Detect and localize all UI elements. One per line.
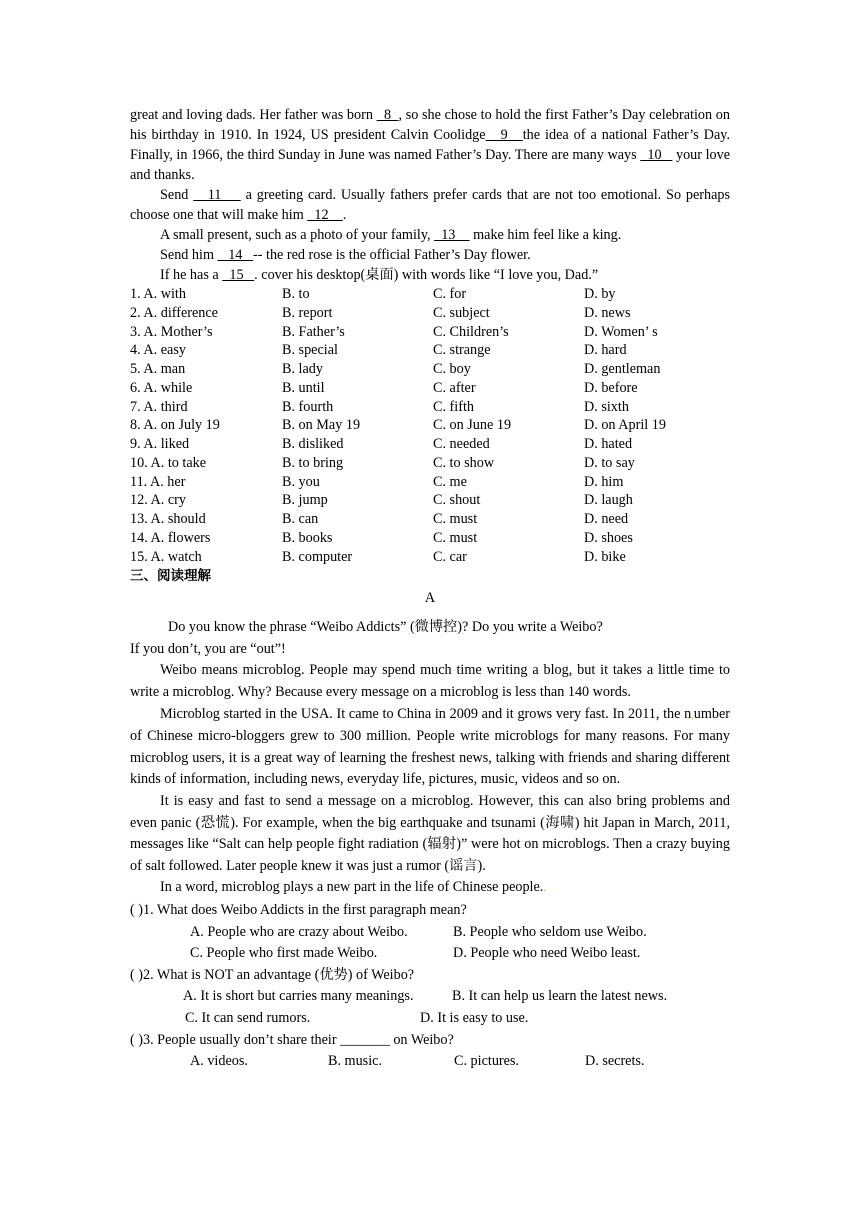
option-b: B. books	[282, 529, 333, 546]
questions	[130, 900, 730, 1073]
cloze-paragraph-1	[130, 105, 730, 185]
option-b: B. until	[282, 379, 325, 396]
text: Send him	[160, 247, 218, 263]
option-d: D. laugh	[584, 492, 633, 509]
option-b: B. on May 19	[282, 417, 361, 434]
option-a: 6. A. while	[130, 379, 193, 396]
option-row	[130, 341, 730, 360]
option-c: C. subject	[433, 304, 490, 321]
option-b: B. jump	[282, 492, 328, 509]
blank-13: 13	[434, 227, 470, 243]
option-d: D. shoes	[584, 529, 633, 546]
option-b: B. to bring	[282, 454, 344, 471]
text: , so she chose to hold the first Father’s Day celebration on his birthday in 1910. In 1924, US president Calvin Coolidge	[130, 107, 730, 143]
option-b: B. lady	[282, 361, 323, 377]
option-d: D. by	[584, 286, 616, 302]
edit-mark-icon: .	[543, 883, 546, 895]
option-d: D. to say	[584, 454, 635, 471]
text: . cover his desktop(桌面) with words like “I love you, Dad.”	[254, 267, 599, 283]
reading-paragraph	[130, 877, 730, 900]
option-row	[130, 304, 730, 323]
option-b: B. computer	[282, 548, 353, 565]
cloze-options	[130, 285, 730, 566]
option-b: B. to	[282, 286, 310, 302]
option-b: B. It can help us learn the latest news.	[452, 988, 668, 1005]
option-b: B. report	[282, 304, 333, 321]
option-d: D. Women’ s	[584, 323, 658, 340]
section-title: 三、阅读理解	[130, 568, 211, 585]
text: Send	[160, 187, 194, 203]
option-row	[130, 510, 730, 529]
option-c: C. It can send rumors.	[185, 1009, 311, 1026]
option-a: 1. A. with	[130, 286, 186, 302]
text: a greeting card. Usually fathers prefer cards that are not too emotional. So perhaps choose one that will make him	[130, 187, 730, 223]
option-row	[130, 529, 730, 548]
option-c: C. for	[433, 286, 467, 302]
reading-paragraph: Do you know the phrase “Weibo Addicts” (微博控)? Do you write a Weibo?	[168, 619, 603, 636]
option-c: C. on June 19	[433, 417, 512, 434]
question-options	[130, 922, 730, 944]
blank-14: 14	[217, 247, 254, 263]
question-options	[130, 1008, 730, 1030]
option-row	[130, 360, 730, 379]
text: .	[342, 207, 347, 223]
option-a: 7. A. third	[130, 398, 188, 415]
option-c: C. strange	[433, 342, 491, 359]
option-a: 14. A. flowers	[130, 529, 211, 546]
text: great and loving dads. Her father was born	[130, 107, 377, 123]
text: Microblog started in the USA. It came to China in 2009 and it grows very fast. In 2011, the n	[160, 705, 692, 722]
question-options	[130, 1051, 730, 1073]
question-2: ( )2. What is NOT an advantage (优势) of Weibo?	[130, 966, 415, 983]
option-d: D. before	[584, 379, 638, 396]
option-c: C. after	[433, 379, 476, 396]
option-a: 3. A. Mother’s	[130, 323, 213, 340]
option-b: B. disliked	[282, 436, 344, 452]
text: If he has a	[160, 267, 223, 283]
option-d: D. hated	[584, 436, 633, 452]
option-a: 9. A. liked	[130, 436, 190, 452]
passage-label: A	[424, 590, 436, 607]
option-d: D. bike	[584, 548, 626, 565]
option-a: 15. A. watch	[130, 548, 202, 565]
option-d: D. on April 19	[584, 417, 666, 434]
option-d: D. secrets.	[585, 1053, 645, 1070]
cloze-paragraph-3	[130, 225, 730, 245]
blank-9: 9	[485, 127, 523, 143]
text: -- the red rose is the official Father’s Day flower.	[253, 247, 531, 263]
option-b: B. music.	[328, 1053, 382, 1070]
option-d: D. need	[584, 511, 629, 527]
option-c: C. fifth	[433, 398, 474, 415]
option-a: 10. A. to take	[130, 454, 207, 471]
option-d: D. People who need Weibo least.	[453, 945, 641, 962]
option-row	[130, 379, 730, 398]
option-d: D. gentleman	[584, 361, 661, 377]
option-c: C. must	[433, 511, 478, 527]
option-b: B. can	[282, 511, 319, 527]
option-row	[130, 398, 730, 417]
option-row	[130, 416, 730, 435]
option-d: D. It is easy to use.	[420, 1009, 529, 1026]
question-options	[130, 943, 730, 965]
option-b: B. People who seldom use Weibo.	[453, 923, 647, 940]
cloze-paragraph-5	[130, 265, 730, 285]
option-b: B. special	[282, 342, 338, 359]
option-a: A. It is short but carries many meanings.	[183, 988, 414, 1005]
option-d: D. news	[584, 304, 631, 321]
blank-11: 11	[193, 187, 241, 203]
option-row	[130, 323, 730, 342]
option-c: C. me	[433, 473, 467, 490]
text: A small present, such as a photo of your family,	[160, 227, 435, 243]
reading-paragraph	[130, 704, 730, 791]
option-b: B. Father’s	[282, 323, 345, 340]
option-c: C. must	[433, 529, 478, 546]
option-a: A. People who are crazy about Weibo.	[190, 923, 408, 940]
cloze-paragraph-4	[130, 245, 730, 265]
reading-paragraph: If you don’t, you are “out”!	[130, 640, 286, 657]
text: umber of Chinese micro-bloggers grew to 300 million. People write microblogs for many reasons. For many microblog users, it is a great way of learning the freshest news, talking with friends and sharing different kinds of information, including news, everyday life, pictures, music, videos and so on.	[130, 705, 730, 788]
reading-passage	[130, 617, 730, 900]
text: make him feel like a king.	[469, 227, 622, 243]
option-d: D. him	[584, 473, 624, 490]
blank-8: 8	[376, 107, 399, 123]
option-b: B. fourth	[282, 398, 334, 415]
question-1: ( )1. What does Weibo Addicts in the first paragraph mean?	[130, 901, 467, 918]
document-page	[130, 105, 730, 1073]
option-a: 13. A. should	[130, 511, 206, 527]
text: In a word, microblog plays a new part in the life of Chinese people.	[160, 879, 544, 896]
option-row	[130, 473, 730, 492]
edit-mark-icon: ,	[691, 709, 694, 721]
blank-15: 15	[222, 267, 255, 283]
option-c: C. boy	[433, 361, 471, 377]
reading-paragraph: Weibo means microblog. People may spend much time writing a blog, but it takes a little time to write a microblog. Why? Because every message on a microblog is less than 140 words.	[130, 662, 730, 701]
text: the idea of a national Father’s Day. Finally, in 1966, the third Sunday in June was named Father’s Day. There are many ways	[130, 127, 731, 163]
option-a: 2. A. difference	[130, 304, 218, 321]
option-row	[130, 285, 730, 304]
option-row	[130, 491, 730, 510]
option-a: 5. A. man	[130, 361, 186, 377]
cloze-paragraph-2	[130, 185, 730, 225]
option-row	[130, 548, 730, 567]
option-d: D. sixth	[584, 398, 629, 415]
blank-10: 10	[640, 147, 673, 163]
reading-paragraph: It is easy and fast to send a message on a microblog. However, this can also bring problems and even panic (恐慌). For example, when the big earthquake and tsunami (海啸) hit Japan in March, 2011, messages like “Salt can help people fight radiation (辐射)” were hot on microblogs. Then a crazy buying of salt followed. Later people knew it was just a rumor (谣言).	[130, 793, 730, 874]
option-a: 12. A. cry	[130, 492, 186, 509]
option-row	[130, 454, 730, 473]
option-c: C. to show	[433, 454, 495, 471]
option-c: C. car	[433, 548, 467, 565]
option-a: 8. A. on July 19	[130, 417, 220, 434]
option-c: C. People who first made Weibo.	[190, 945, 378, 962]
option-c: C. Children’s	[433, 323, 509, 340]
question-options	[130, 986, 730, 1008]
option-row	[130, 435, 730, 454]
option-d: D. hard	[584, 342, 627, 359]
option-c: C. needed	[433, 436, 490, 452]
text: your love and thanks.	[130, 147, 730, 183]
option-b: B. you	[282, 473, 320, 490]
option-a: 4. A. easy	[130, 342, 186, 359]
option-c: C. pictures.	[454, 1053, 520, 1070]
option-c: C. shout	[433, 492, 481, 509]
blank-12: 12	[307, 207, 343, 223]
question-3: ( )3. People usually don’t share their _______ on Weibo?	[130, 1031, 454, 1048]
option-a: A. videos.	[190, 1053, 248, 1070]
option-a: 11. A. her	[130, 473, 186, 490]
